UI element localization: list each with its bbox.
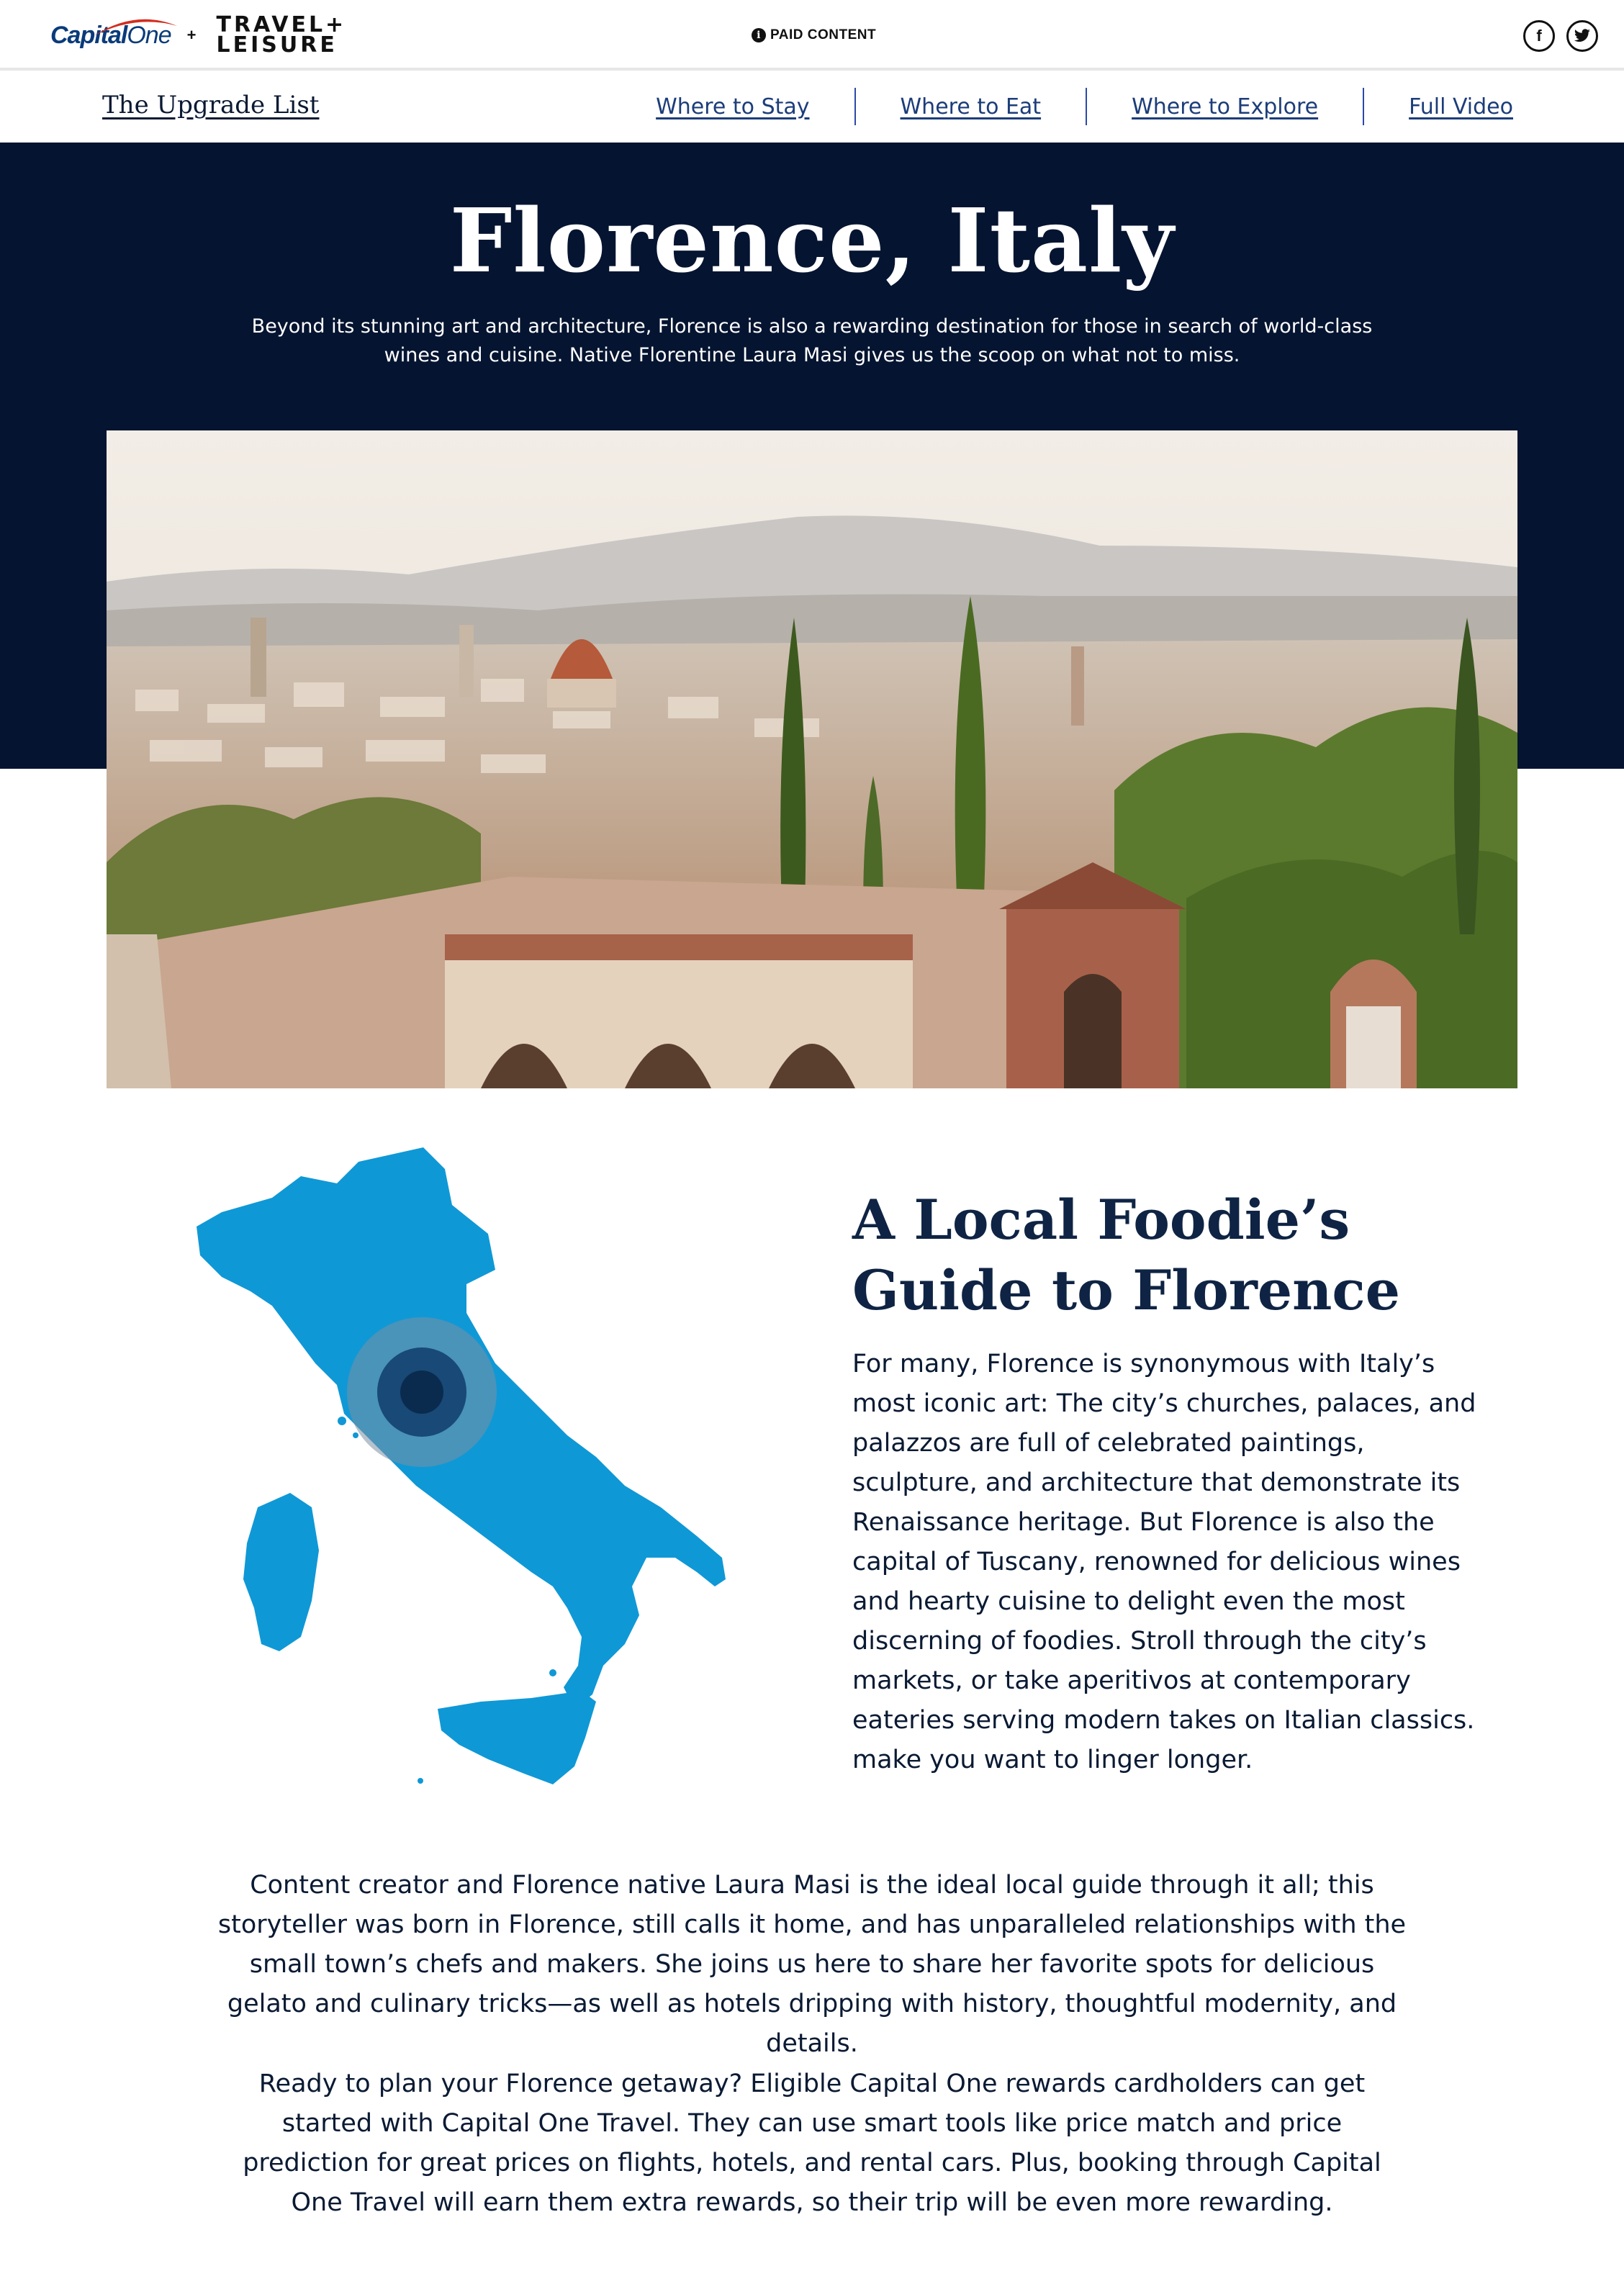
italy-map xyxy=(193,1147,734,1792)
top-bar xyxy=(0,0,1624,71)
section-heading-line1: A Local Foodie’s xyxy=(852,1188,1350,1252)
travel-leisure-logo xyxy=(216,12,347,58)
twitter-icon[interactable] xyxy=(1566,20,1598,52)
section-body-text: For many, Florence is synonymous with Italy’s most iconic art: The city’s churches, palaces, and palazzos are full of celebrated paintings, sculpture, and architecture that demonstrate its Renaissance heritage. But Florence is also the capital of Tuscany, renowned for delicious wines and hearty cuisine to delight even the most discerning of foodies. Stroll through the city’s markets, or take aperitivos at contemporary eateries serving modern takes on Italian classics. make you want to linger longer. xyxy=(852,1350,1476,1774)
florence-panorama-illustration xyxy=(107,430,1517,1088)
facebook-icon[interactable]: f xyxy=(1523,20,1555,52)
hero-subtitle: Beyond its stunning art and architecture, Florence is also a rewarding destination for those in search of world-class wines and cuisine. Native Florentine Laura Masi gives us the scoop on what not to miss. xyxy=(251,315,1373,366)
nav-link-full-video[interactable]: Full Video xyxy=(1409,94,1513,119)
paid-content-text: PAID CONTENT xyxy=(770,27,877,42)
capital-one-swoosh-icon xyxy=(92,14,179,39)
travel-leisure-line2: LEISURE xyxy=(216,32,338,58)
section-nav xyxy=(0,73,1624,143)
intro-paragraph-capital-one-travel: Ready to plan your Florence getaway? Eligible Capital One rewards cardholders can get started with Capital One Travel. They can use smart tools like price match and price prediction for great prices on flights, hotels, and rental cars. Plus, booking through Capital One Travel will earn them extra rewards, so their trip will be even more rewarding. xyxy=(243,2069,1381,2217)
paid-content-label[interactable] xyxy=(752,27,876,43)
capital-one-text-a: Capital xyxy=(50,21,127,49)
hero-title: Florence, Italy xyxy=(449,189,1175,292)
nav-title-link[interactable]: The Upgrade List xyxy=(102,91,320,119)
social-links xyxy=(1512,20,1598,52)
section-heading xyxy=(852,1185,1529,1326)
italy-map-icon xyxy=(193,1147,734,1792)
logo-plus: + xyxy=(186,26,197,44)
sicily xyxy=(438,1691,596,1784)
travel-leisure-line1: TRAVEL+ xyxy=(216,12,347,37)
nav-link-where-to-explore[interactable]: Where to Explore xyxy=(1132,94,1319,119)
sardinia xyxy=(243,1493,319,1651)
location-marker-inner xyxy=(400,1371,443,1414)
capital-one-text-b: One xyxy=(127,21,171,49)
intro-paragraph-laura-masi: Content creator and Florence native Laura Masi is the ideal local guide through it all; this storyteller was born in Florence, still calls it home, and has unparalleled relationships with the small town’s chefs and makers. She joins us here to share her favorite spots for delicious gelato and culinary tricks—as well as hotels dripping with history, thoughtful modernity, and details. xyxy=(217,1871,1407,2058)
florence-panorama-photo xyxy=(107,430,1517,1088)
section-heading-line2: Guide to Florence xyxy=(852,1258,1401,1322)
nav-link-where-to-eat[interactable]: Where to Eat xyxy=(900,94,1042,119)
brand-logos[interactable] xyxy=(50,13,346,58)
nav-link-where-to-stay[interactable]: Where to Stay xyxy=(656,94,810,119)
capital-one-logo xyxy=(50,22,171,50)
info-icon: i xyxy=(752,28,766,42)
nav-links xyxy=(611,88,1513,125)
